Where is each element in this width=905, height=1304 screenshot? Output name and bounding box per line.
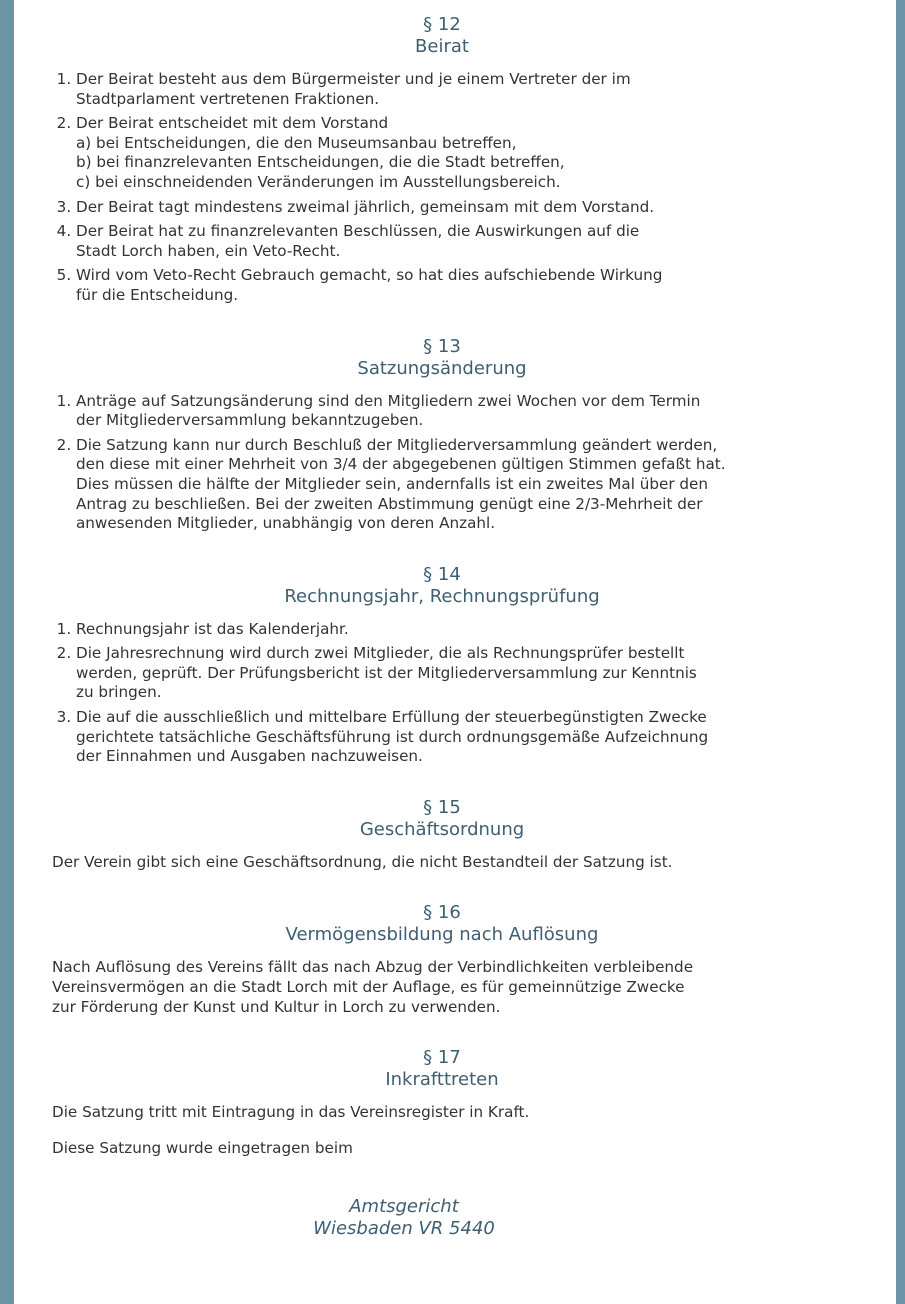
section-heading: [52, 564, 832, 608]
paragraph: [52, 958, 832, 1017]
section-title: Inkrafttreten: [385, 1069, 499, 1091]
section-number: § 16: [423, 902, 461, 924]
list-item-line: zu bringen.: [76, 683, 162, 702]
paragraph-line: zur Förderung der Kunst und Kultur in Lorch zu verwenden.: [52, 997, 501, 1016]
numbered-list: [52, 70, 832, 306]
section-number: § 14: [423, 563, 461, 585]
section-number: § 12: [423, 14, 461, 35]
list-item: [76, 436, 832, 534]
paragraph-line: Diese Satzung wurde eingetragen beim: [52, 1138, 353, 1157]
section-heading: [52, 1047, 832, 1091]
list-item-line: c) bei einschneidenden Veränderungen im Ausstellungsbereich.: [76, 172, 561, 191]
registration-number: Wiesbaden VR 5440: [313, 1218, 495, 1239]
list-item: [76, 114, 832, 192]
list-item-line: der Mitgliederversammlung bekanntzugeben.: [76, 411, 424, 430]
numbered-list: [52, 392, 832, 534]
registration-block: [14, 1196, 794, 1240]
section-number: § 13: [423, 335, 461, 357]
list-item-line: Antrag zu beschließen. Bei der zweiten Abstimmung genügt eine 2/3-Mehrheit der: [76, 494, 703, 513]
section-title: Rechnungsjahr, Rechnungsprüfung: [284, 585, 600, 607]
section-number: § 15: [423, 796, 461, 818]
section: [52, 336, 832, 534]
list-item-line: Dies müssen die hälfte der Mitglieder sein, andernfalls ist ein zweites Mal über den: [76, 474, 709, 493]
section-heading: [52, 336, 832, 380]
paragraph-line: Nach Auflösung des Vereins fällt das nach Abzug der Verbindlichkeiten verbleibende: [52, 958, 694, 977]
list-item: [76, 70, 832, 109]
paragraph: [52, 853, 832, 873]
list-item-line: b) bei finanzrelevanten Entscheidungen, die die Stadt betreffen,: [76, 153, 565, 172]
section: [52, 902, 832, 1017]
list-item: [76, 644, 832, 703]
list-item-line: Stadtparlament vertretenen Fraktionen.: [76, 89, 380, 108]
section-title: Vermögensbildung nach Auflösung: [285, 924, 599, 946]
list-item: [76, 222, 832, 261]
section-heading: [52, 902, 832, 946]
list-item: [76, 708, 832, 767]
paragraph-line: Vereinsvermögen an die Stadt Lorch mit der Auflage, es für gemeinnützige Zwecke: [52, 978, 685, 997]
document-page: [14, 0, 896, 1304]
list-item-line: werden, geprüft. Der Prüfungsbericht ist der Mitgliederversammlung zur Kenntnis: [76, 663, 697, 682]
paragraph-line: Die Satzung tritt mit Eintragung in das Vereinsregister in Kraft.: [52, 1103, 530, 1122]
section-title: Satzungsänderung: [357, 357, 527, 379]
section: [52, 14, 832, 306]
list-item-line: 4. Der Beirat hat zu finanzrelevanten Beschlüssen, die Auswirkungen auf die: [76, 222, 640, 241]
section-heading: [52, 797, 832, 841]
section: [52, 564, 832, 767]
numbered-list: [52, 620, 832, 767]
list-item-line: 5. Wird vom Veto-Recht Gebrauch gemacht, so hat dies aufschiebende Wirkung: [76, 266, 663, 285]
list-item-line: 2. Die Satzung kann nur durch Beschluß der Mitgliederversammlung geändert werden,: [76, 435, 718, 454]
list-item-line: der Einnahmen und Ausgaben nachzuweisen.: [76, 747, 423, 766]
list-item-line: 3. Die auf die ausschließlich und mittelbare Erfüllung der steuerbegünstigten Zwecke: [76, 708, 707, 727]
list-item-line: gerichtete tatsächliche Geschäftsführung ist durch ordnungsgemäße Aufzeichnung: [76, 727, 709, 746]
list-item-line: 1. Der Beirat besteht aus dem Bürgermeister und je einem Vertreter der im: [76, 70, 631, 88]
section: [52, 797, 832, 873]
paragraph-line: Der Verein gibt sich eine Geschäftsordnung, die nicht Bestandteil der Satzung ist.: [52, 852, 673, 871]
list-item-line: Stadt Lorch haben, ein Veto-Recht.: [76, 241, 341, 260]
section: [52, 1047, 832, 1158]
list-item: [76, 392, 832, 431]
list-item: [76, 266, 832, 305]
list-item-line: 2. Die Jahresrechnung wird durch zwei Mitglieder, die als Rechnungsprüfer bestellt: [76, 644, 685, 663]
list-item-line: anwesenden Mitglieder, unabhängig von deren Anzahl.: [76, 514, 496, 533]
list-item: [76, 198, 832, 218]
paragraph: [52, 1139, 832, 1159]
section-number: § 17: [423, 1047, 461, 1069]
list-item-line: für die Entscheidung.: [76, 285, 239, 304]
list-item-line: 3. Der Beirat tagt mindestens zweimal jährlich, gemeinsam mit dem Vorstand.: [76, 197, 655, 216]
registration-court: Amtsgericht: [349, 1196, 459, 1217]
section-title: Geschäftsordnung: [359, 818, 525, 840]
section-title: Beirat: [415, 36, 469, 57]
list-item-line: 1. Anträge auf Satzungsänderung sind den Mitgliedern zwei Wochen vor dem Termin: [76, 391, 701, 410]
list-item-line: 1. Rechnungsjahr ist das Kalenderjahr.: [76, 619, 349, 638]
list-item-line: a) bei Entscheidungen, die den Museumsanbau betreffen,: [76, 133, 517, 152]
document-content: [52, 14, 832, 1188]
list-item-line: den diese mit einer Mehrheit von 3/4 der abgegebenen gültigen Stimmen gefaßt hat.: [76, 455, 726, 474]
paragraph: [52, 1103, 832, 1123]
section-heading: [52, 14, 832, 58]
list-item-line: 2. Der Beirat entscheidet mit dem Vorstand: [76, 114, 389, 133]
list-item: [76, 620, 832, 640]
